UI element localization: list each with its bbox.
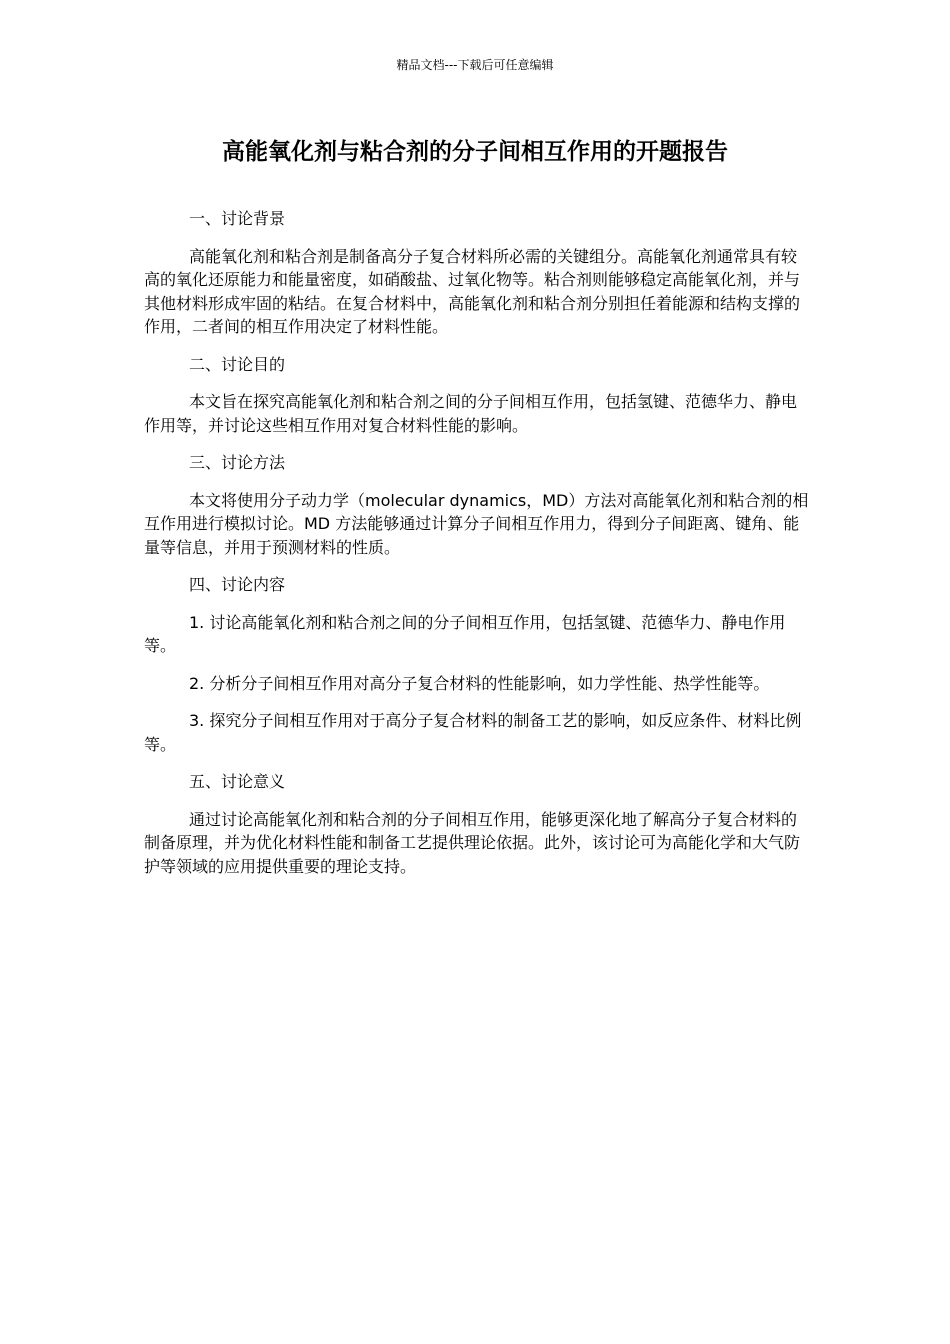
content-item-1: 1. 讨论高能氧化剂和粘合剂之间的分子间相互作用，包括氢键、范德华力、静电作用等。 (144, 612, 786, 655)
section-heading-content: 四、讨论内容 (189, 575, 286, 594)
section-heading-significance: 五、讨论意义 (189, 772, 286, 791)
section-heading-purpose: 二、讨论目的 (189, 354, 286, 374)
paragraph-significance: 通过讨论高能氧化剂和粘合剂的分子间相互作用，能够更深化地了解高分子复合材料的制备原理，并为优化材料性能和制备工艺提供理论依据。此外，该讨论可为高能化学和大气防护等领域的应用提供重要的理论支持。 (144, 809, 801, 876)
section-heading-method: 三、讨论方法 (189, 453, 286, 472)
content-item-3: 3. 探究分子间相互作用对于高分子复合材料的制备工艺的影响，如反应条件、材料比例等。 (144, 711, 802, 754)
content-item-2: 2. 分析分子间相互作用对高分子复合材料的性能影响，如力学性能、热学性能等。 (189, 673, 770, 693)
page-header: 精品文档---下载后可任意编辑 (396, 58, 554, 72)
paragraph-purpose: 本文旨在探究高能氧化剂和粘合剂之间的分子间相互作用，包括氢键、范德华力、静电作用等，并讨论这些相互作用对复合材料性能的影响。 (144, 392, 798, 435)
section-heading-background: 一、讨论背景 (189, 209, 286, 228)
document-title: 高能氧化剂与粘合剂的分子间相互作用的开题报告 (222, 139, 728, 165)
paragraph-background: 高能氧化剂和粘合剂是制备高分子复合材料所必需的关键组分。高能氧化剂通常具有较高的氧化还原能力和能量密度，如硝酸盐、过氧化物等。粘合剂则能够稳定高能氧化剂，并与其他材料形成牢固的粘结。在复合材料中，高能氧化剂和粘合剂分别担任着能源和结构支撑的作用，二者间的相互作用决定了材料性能。 (144, 246, 801, 336)
paragraph-method: 本文将使用分子动力学（molecular dynamics，MD）方法对高能氧化剂和粘合剂的相互作用进行模拟讨论。MD 方法能够通过计算分子间相互作用力，得到分子间距离、键角、能量等信息，并用于预测材料的性质。 (144, 490, 809, 557)
document-body (144, 207, 811, 892)
